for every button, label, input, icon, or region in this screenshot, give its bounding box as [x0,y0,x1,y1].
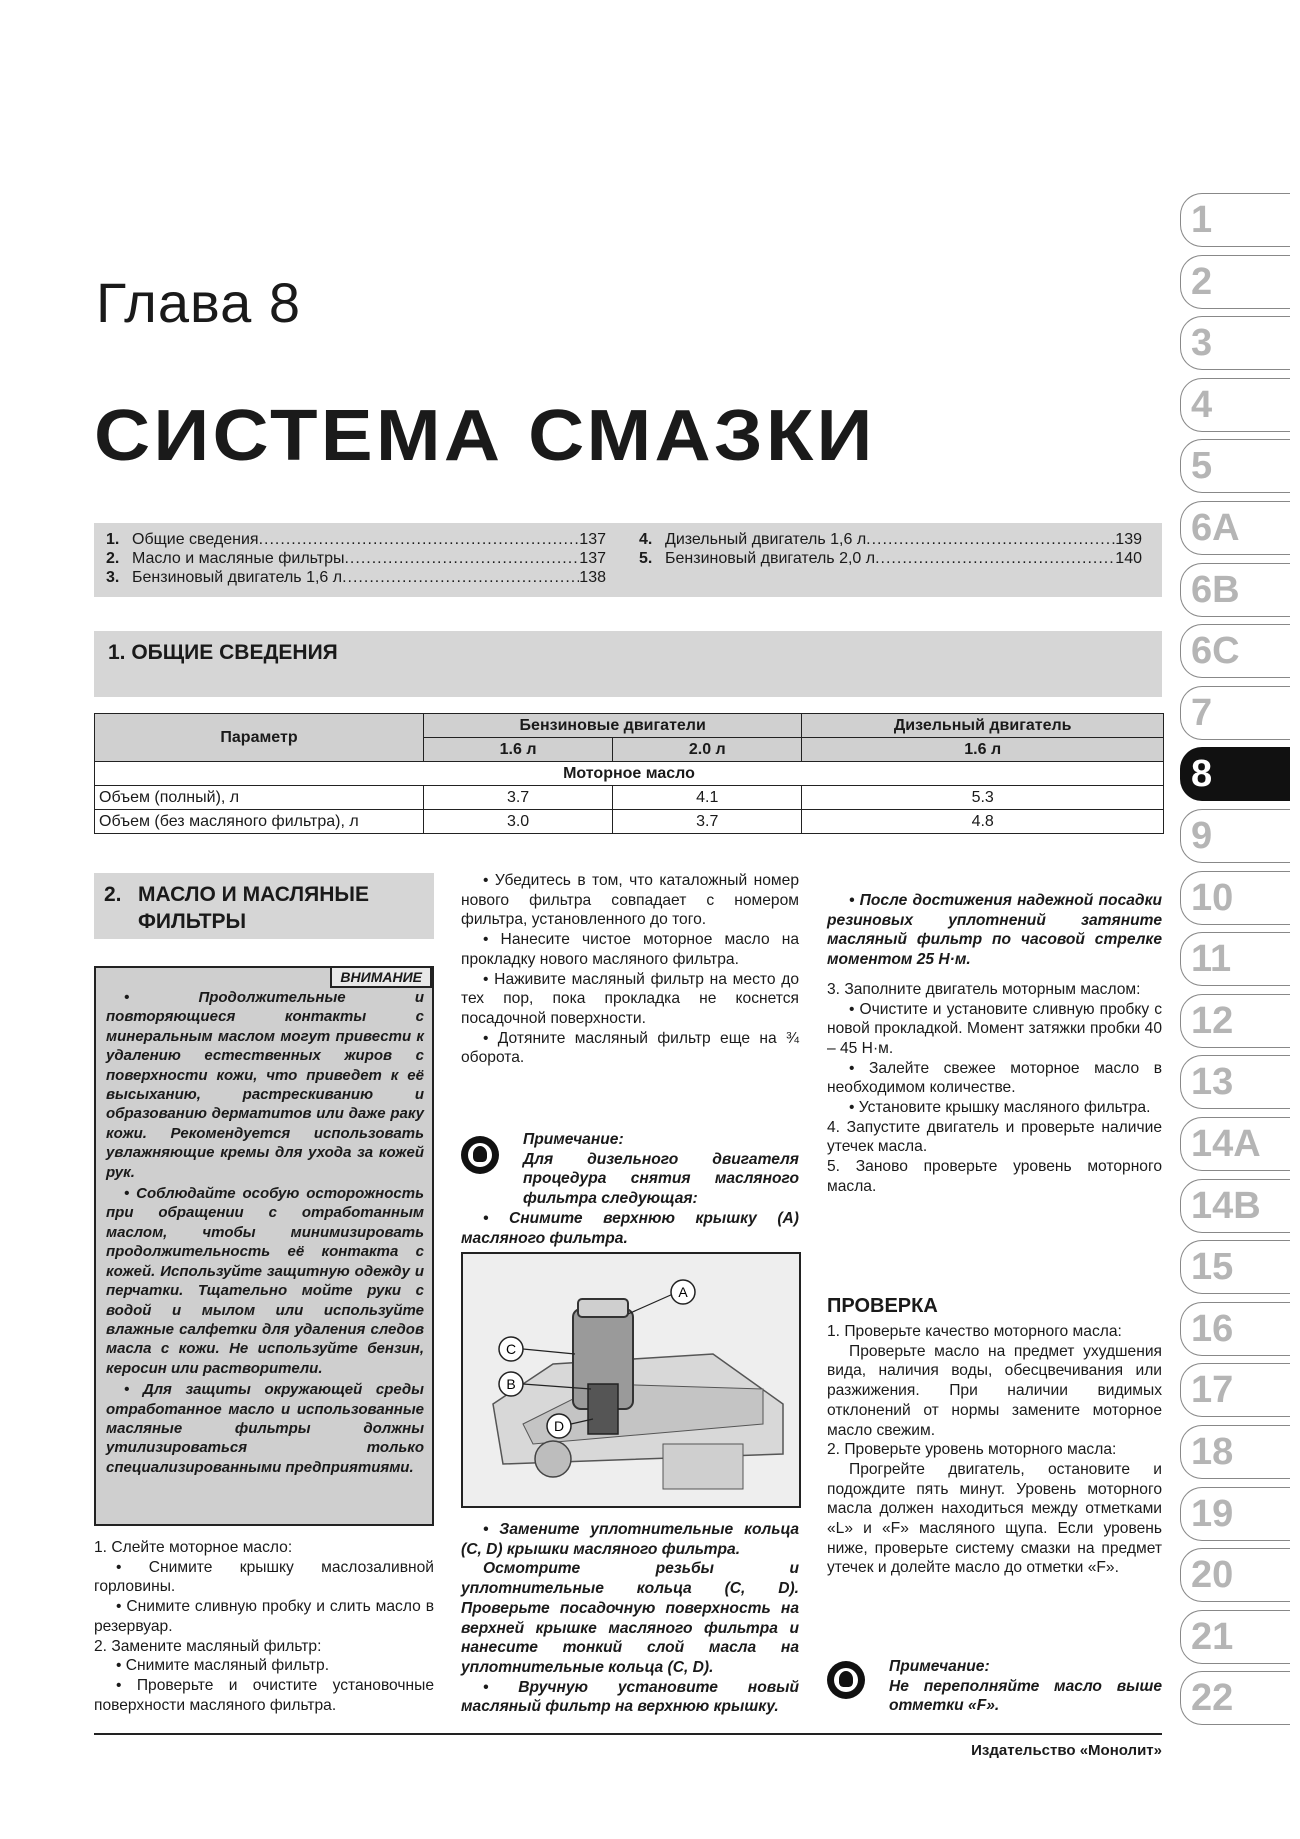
warning-paragraph: • Для защиты окружающей среды отработанное масло и использованные масляные фильтры должны утилизироваться только специализированными предприятиями. [106,1381,424,1476]
chapter-tab-7[interactable]: 7 [1180,686,1290,740]
figure-label-b: B [506,1376,516,1392]
step: 1. Слейте моторное масло: [94,1539,293,1556]
toc-label: Дизельный двигатель 1,6 л [665,531,867,548]
step: 3. Заполните двигатель моторным маслом: [827,980,1141,998]
section-2-num: 2. [104,883,122,906]
note-label: Примечание: [523,1131,624,1148]
col-16d-header: 1.6 л [802,738,1164,762]
bullet: • Вручную установите новый масляный фильтр на верхнюю крышку. [461,1678,799,1716]
chapter-tab-8[interactable]: 8 [1180,747,1290,801]
chapter-tab-5[interactable]: 5 [1180,439,1290,493]
group-row: Моторное масло [95,762,1164,786]
step: 2. Замените масляный фильтр: [94,1637,322,1655]
note-text: Не переполняйте масло выше отметки «F». [889,1677,1162,1715]
section-2-title [138,881,369,935]
chapter-tab-14b[interactable]: 14B [1180,1179,1290,1233]
param-header: Параметр [95,714,424,762]
chapter-tab-6a[interactable]: 6A [1180,501,1290,555]
toc-num: 2. [106,550,120,567]
toc-label: Масло и масляные фильтры [132,550,345,567]
toc-num: 5. [639,550,653,567]
note-lightbulb-icon [461,1136,499,1174]
chapter-tab-3[interactable]: 3 [1180,316,1290,370]
chapter-tab-17[interactable]: 17 [1180,1363,1290,1417]
warning-paragraph: • Соблюдайте особую осторожность при обращении с отработанным маслом, чтобы минимизировать продолжительность её контакта с кожей. Используйте защитную одежду и перчатки. Тщательно мойте руки с водой и мылом или используйте влажные салфетки для удаления следов масла с кожи. Не используйте бензин, керосин или растворители. [106,1185,424,1377]
warning-tag: ВНИМАНИЕ [330,966,432,988]
paragraph: • После достижения надежной посадки резиновых уплотнений затяните масляный фильтр по часовой стрелке моментом 25 Н·м. [827,892,1162,969]
toc-num: 3. [106,569,120,586]
cell: 3.7 [613,810,802,834]
step-bullet: • Залейте свежее моторное масло в необходимом количестве. [827,1059,1162,1097]
step: 1. Проверьте качество моторного масла: [827,1323,1122,1340]
table-of-contents [94,523,1162,597]
col3-top [827,891,1162,1197]
warning-paragraph: • Продолжительные и повторяющиеся контакты с минеральным маслом могут привести к удалению естественных жиров с поверхности кожи, что приведет к её высыханию, растрескиванию и образованию дерматитов или даже раку кожи. Рекомендуется использовать увлажняющие кремы для ухода за кожей рук. [106,989,424,1181]
publisher-footer: Издательство «Монолит» [971,1742,1162,1759]
toc-label: Бензиновый двигатель 1,6 л [132,569,343,586]
paragraph: Проверьте масло на предмет ухудшения вида, наличия воды, обесцвечивания или разжижения. При наличии видимых отклонений от нормы замените моторное масло свежим. [827,1342,1162,1439]
diesel-note [461,1130,799,1248]
toc-item[interactable] [106,531,606,550]
section-2-title-line2: ФИЛЬТРЫ [138,910,247,933]
col1-steps [94,1538,434,1715]
col-20-header: 2.0 л [613,738,802,762]
cell: 4.1 [613,786,802,810]
table-row [95,786,1164,810]
cell: 3.7 [424,786,613,810]
chapter-tab-19[interactable]: 19 [1180,1487,1290,1541]
page-title: СИСТЕМА СМАЗКИ [94,396,876,476]
warning-box [94,966,434,1526]
step-bullet: • Установите крышку масляного фильтра. [849,1099,1151,1117]
toc-page: 138 [579,569,606,586]
step: 5. Заново проверьте уровень моторного масла. [827,1158,1162,1195]
figure-label-d: D [553,1418,565,1434]
step: 4. Запустите двигатель и проверьте наличие утечек масла. [827,1118,1162,1156]
toc-page: 139 [1115,531,1142,548]
table-row [95,810,1164,834]
chapter-tab-13[interactable]: 13 [1180,1055,1290,1109]
step-bullet: • Снимите крышку маслозаливной горловины. [94,1558,434,1596]
toc-num: 4. [639,531,653,548]
col-16-header: 1.6 л [424,738,613,762]
chapter-tab-6b[interactable]: 6B [1180,563,1290,617]
chapter-tab-14a[interactable]: 14A [1180,1117,1290,1171]
chapter-tab-21[interactable]: 21 [1180,1610,1290,1664]
section-1-title: 1. ОБЩИЕ СВЕДЕНИЯ [108,641,338,664]
toc-item[interactable] [639,550,1142,569]
step-bullet: • Снимите масляный фильтр. [116,1657,330,1675]
petrol-header: Бензиновые двигатели [424,714,802,738]
chapter-tab-22[interactable]: 22 [1180,1671,1290,1725]
toc-left-column [106,531,606,588]
toc-label: Общие сведения [132,531,259,548]
note-bullet: • Снимите верхнюю крышку (А) масляного фильтра. [461,1209,799,1247]
chapter-tab-10[interactable]: 10 [1180,871,1290,925]
chapter-tab-16[interactable]: 16 [1180,1302,1290,1356]
figure-label-c: C [505,1341,517,1357]
bullet: • Замените уплотнительные кольца (C, D) крышки масляного фильтра. [461,1521,799,1558]
chapter-tab-4[interactable]: 4 [1180,378,1290,432]
chapter-tab-15[interactable]: 15 [1180,1240,1290,1294]
note-label: Примечание: [889,1658,990,1675]
paragraph: Осмотрите резьбы и уплотнительные кольца (C, D). Проверьте посадочную поверхность на верхней крышке масляного фильтра и нанесите тонкий слой масла на уплотнительные кольца (C, D). [461,1560,799,1676]
engine-illustration [463,1254,799,1506]
col2-bottom [461,1520,799,1717]
toc-item[interactable] [106,550,606,569]
toc-label: Бензиновый двигатель 2,0 л [665,550,876,567]
chapter-tab-18[interactable]: 18 [1180,1425,1290,1479]
chapter-tab-20[interactable]: 20 [1180,1548,1290,1602]
chapter-label: Глава 8 [96,271,301,334]
footer-divider [94,1733,1162,1735]
step: 2. Проверьте уровень моторного масла: [827,1441,1117,1459]
section-2-title-line1: МАСЛО И МАСЛЯНЫЕ [138,883,369,906]
diesel-header: Дизельный двигатель [802,714,1164,738]
step-bullet: • Проверьте и очистите установочные поверхности масляного фильтра. [94,1676,434,1714]
bullet: • Наживите масляный фильтр на место до тех пор, пока прокладка не коснется посадочной поверхности. [461,970,799,1027]
step-bullet: • Снимите сливную пробку и слить масло в резервуар. [94,1598,434,1635]
toc-num: 1. [106,531,120,548]
bullet: • Дотяните масляный фильтр еще на ¾ оборота. [461,1029,799,1067]
paragraph: Прогрейте двигатель, остановите и подождите пять минут. Уровень моторного масла должен находиться между отметками «L» и «F» масляного щупа. Если уровень ниже, проверьте систему смазки на предмет утечек и долейте масло до отметки «F». [827,1460,1162,1577]
check-heading: ПРОВЕРКА [827,1295,938,1317]
col3-check [827,1322,1162,1578]
toc-page: 137 [579,550,606,567]
row-label: Объем (полный), л [95,786,424,810]
chapter-tab-6c[interactable]: 6C [1180,624,1290,678]
row-label: Объем (без масляного фильтра), л [95,810,424,834]
chapter-tab-2[interactable]: 2 [1180,255,1290,309]
toc-item[interactable] [639,531,1142,550]
bullet: • Убедитесь в том, что каталожный номер нового фильтра совпадает с номером фильтра, установленного до того. [461,872,799,929]
overfill-note [827,1657,1162,1716]
chapter-tab-12[interactable]: 12 [1180,994,1290,1048]
oil-filter-figure [461,1252,801,1508]
section-1-header [94,631,1162,697]
section-2-header [94,873,434,939]
note-lightbulb-icon [827,1661,865,1699]
chapter-tab-9[interactable]: 9 [1180,809,1290,863]
toc-item[interactable] [106,569,606,588]
figure-label-a: A [678,1284,688,1300]
toc-page: 140 [1115,550,1142,567]
step-bullet: • Очистите и установите сливную пробку с новой прокладкой. Момент затяжки пробки 40 – 45 Н·м. [827,1000,1162,1057]
chapter-tab-11[interactable]: 11 [1180,932,1290,986]
toc-right-column [639,531,1142,569]
bullet: • Нанесите чистое моторное масло на прокладку нового масляного фильтра. [461,931,799,968]
toc-page: 137 [579,531,606,548]
oil-spec-table [94,713,1164,834]
cell: 3.0 [424,810,613,834]
cell: 4.8 [802,810,1164,834]
cell: 5.3 [802,786,1164,810]
chapter-tab-1[interactable]: 1 [1180,193,1290,247]
col2-top [461,871,799,1068]
note-text: Для дизельного двигателя процедура снятия масляного фильтра следующая: [523,1150,799,1208]
